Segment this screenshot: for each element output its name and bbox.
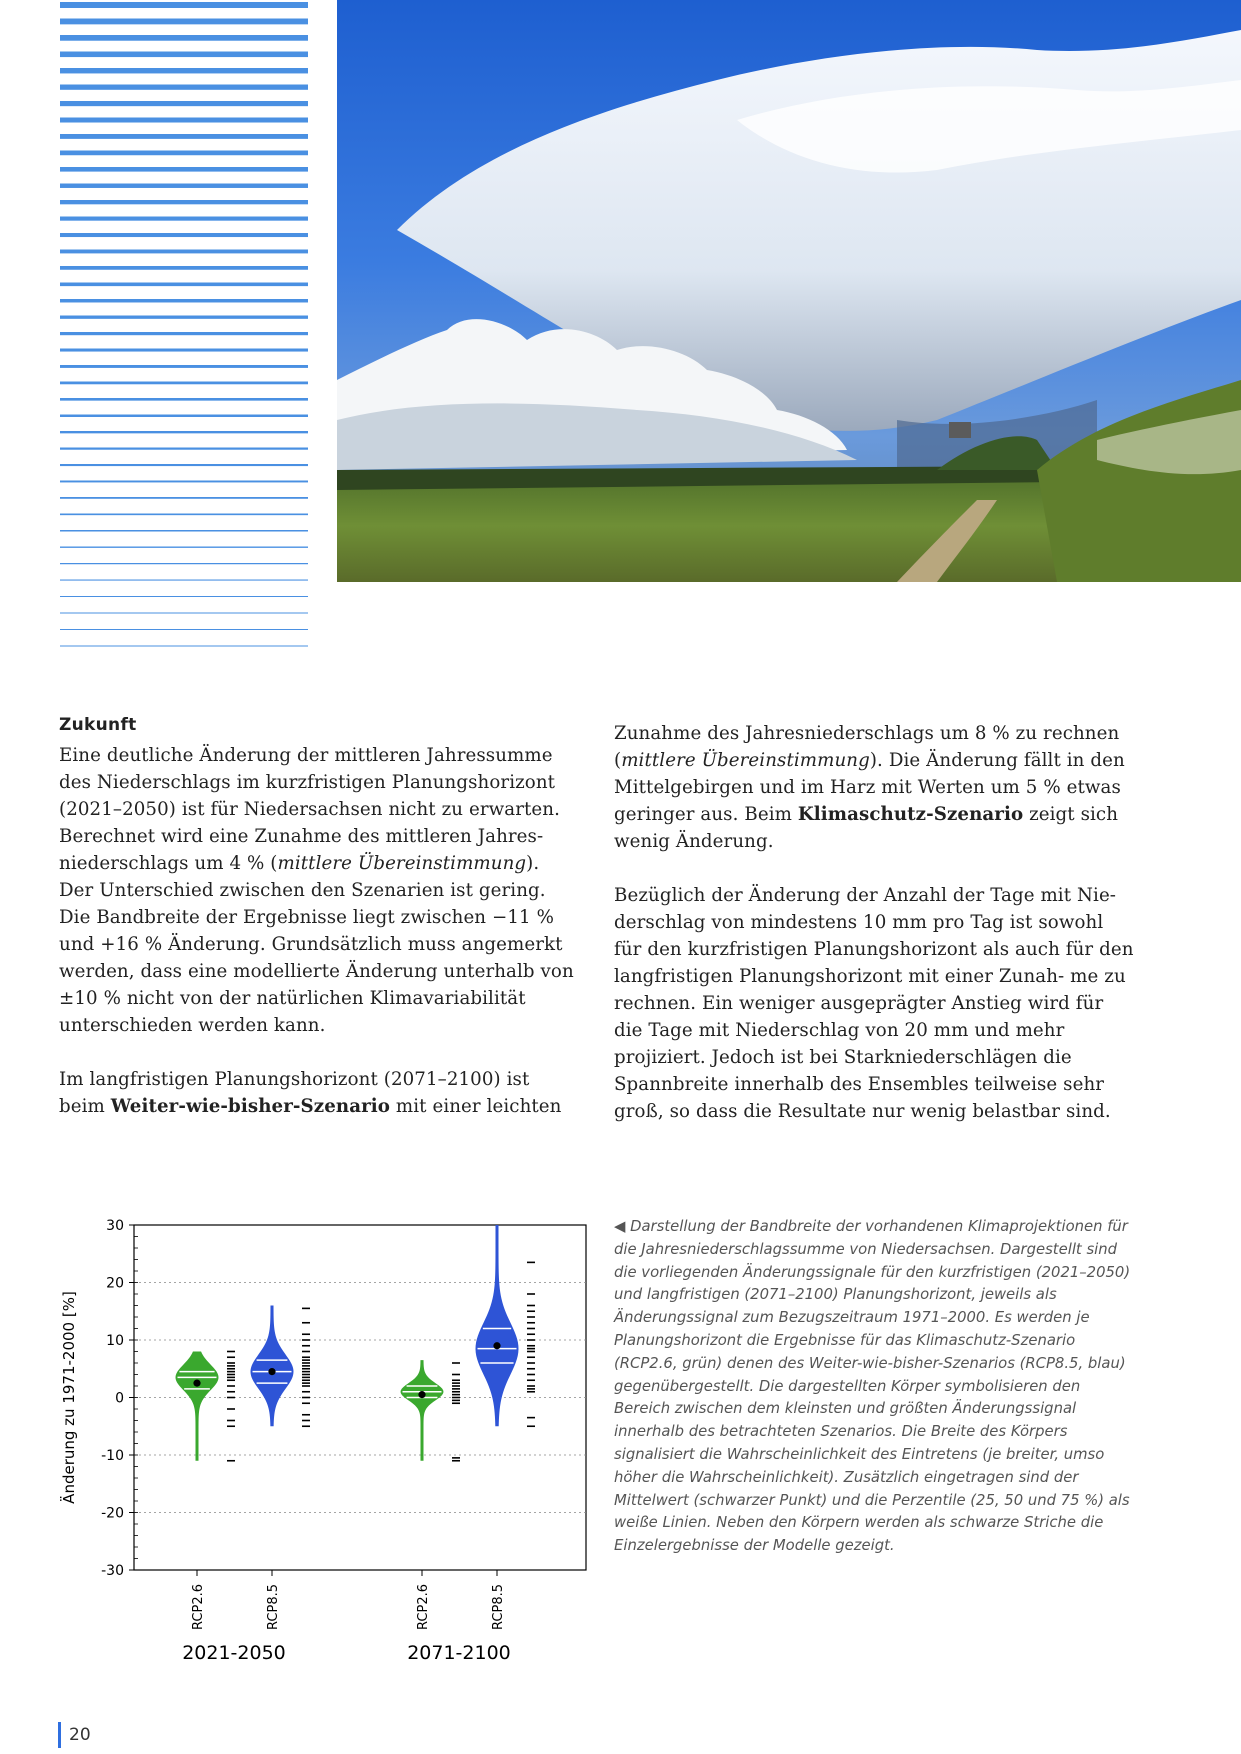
stripe-line [60, 332, 308, 335]
page-number: 20 [58, 1722, 91, 1748]
stripe-line [60, 101, 308, 106]
stripe-line [60, 266, 308, 270]
stripe-line [60, 52, 308, 58]
decorative-stripes [60, 0, 308, 668]
stripe-line [60, 316, 308, 319]
text-run: mit einer leichten [390, 1096, 562, 1117]
stripe-line [60, 233, 308, 237]
text-run: Zunahme des Jahresniederschlags um 8 % zu rechnen ( [614, 723, 1120, 771]
stripe-line [60, 398, 308, 401]
y-tick-label: 20 [106, 1275, 124, 1292]
paragraph: Bezüglich der Änderung der Anzahl der Tage mit Nie- derschlag von mindestens 10 mm pro Tag ist sowohl für den kurzfristigen Planungshorizont als auch für den langfristigen Planungshorizont mit einer Zunah- me zu rechnen. Ein weniger ausgeprägter Anstieg wird für die Tage mit Niederschlag von 20 mm und mehr projiziert. Jedoch ist bei Starkniederschlägen die Spannbreite innerhalb des Ensembles teilweise sehr groß, so dass die Resultate nur wenig belastbar sind. [614, 885, 1134, 1122]
stripe-line [60, 167, 308, 172]
stripe-line [60, 481, 308, 483]
emphasis: mittlere Übereinstimmung [277, 853, 527, 874]
y-tick-label: 30 [106, 1218, 124, 1234]
stripe-line [60, 563, 308, 564]
paragraph [614, 720, 1134, 855]
stripe-line [60, 2, 308, 8]
paragraph [59, 1066, 579, 1120]
y-tick-label: 0 [115, 1390, 124, 1407]
figure-caption: ◀ Darstellung der Bandbreite der vorhandenen Klimaprojektionen für die Jahresniederschlagssumme von Niedersachsen. Dargestellt sind die vorliegenden Änderungssignale für den kurzfristigen (2021–2050) und langfristigen (2071–2100) Planungshorizont, jeweils als Änderungssignal zum Bezugszeitraum 1971–2000. Es werden je Planungshorizont die Ergebnisse für das Klimaschutz-Szenario (RCP2.6, grün) denen des Weiter-wie-bisher-Szenarios (RCP8.5, blau) gegenübergestellt. Die dargestellten Körper symbolisieren den Bereich zwischen dem kleinsten und größten Änderungssignal innerhalb des betrachteten Szenarios. Die Breite des Körpers signalisiert die Wahrscheinlichkeit des Eintretens (je breiter, umso höher die Wahrscheinlichkeit). Zusätzlich eingetragen sind der Mittelwert (schwarzer Punkt) und die Perzentile (25, 50 und 75 %) als weiße Linien. Neben den Körpern werden als schwarze Striche die Einzelergebnisse der Modelle gezeigt. [614, 1218, 1131, 1555]
precipitation-violin-chart [52, 1200, 592, 1680]
stripe-line [60, 200, 308, 204]
scenario-label: RCP2.6 [416, 1584, 431, 1630]
emphasis: mittlere Übereinstimmung [621, 750, 870, 771]
stripe-line [60, 415, 308, 418]
stripe-line [60, 217, 308, 221]
mean-point [418, 1391, 425, 1398]
scenario-label: RCP8.5 [491, 1584, 506, 1630]
text-run: Eine deutliche Änderung der mittleren Jahressumme des Niederschlags im kurzfristigen Planungshorizont (2021–2050) ist für Niedersachsen nicht zu erwarten. Berechnet wird eine Zunahme des mittleren Jahres- niederschlags um 4 % ( [59, 745, 560, 874]
stripe-line [60, 349, 308, 352]
text-run: Im langfristigen Planungshorizont (2071–2100) ist beim [59, 1069, 530, 1117]
text-run: ). Die Änderung fällt in den Mittelgebirgen und im Harz mit Werten um 5 % etwas geringer aus. Beim [614, 750, 1125, 825]
stripe-line [60, 184, 308, 188]
y-tick-label: -30 [101, 1563, 124, 1579]
text-column-right [614, 720, 1134, 1152]
stripe-line [60, 497, 308, 499]
stripe-line [60, 134, 308, 139]
stripe-line [60, 629, 308, 630]
text-run: ). Der Unterschied zwischen den Szenarien ist gering. Die Bandbreite der Ergebnisse liegt zwischen −11 % und +16 % Änderung. Grundsätzlich muss angemerkt werden, dass eine modellierte Änderung unterhalb von ±10 % nicht von der natürlichen Klimavariabilität unterschieden werden kann. [59, 853, 574, 1036]
period-label: 2021-2050 [182, 1642, 286, 1664]
stripe-line [60, 250, 308, 254]
mean-point [493, 1342, 500, 1349]
stripe-line [60, 530, 308, 532]
y-tick-label: 10 [106, 1333, 124, 1349]
stripe-line [60, 514, 308, 516]
y-tick-label: -20 [101, 1505, 124, 1522]
thunderstorm-landscape-photo [337, 0, 1241, 582]
stripe-line [60, 35, 308, 41]
stripe-line [60, 151, 308, 156]
stripe-line [60, 547, 308, 548]
stripe-line [60, 68, 308, 73]
stripe-line [60, 299, 308, 302]
stripe-line [60, 464, 308, 466]
stripe-line [60, 580, 308, 581]
y-axis-label: Änderung zu 1971-2000 [%] [60, 1291, 78, 1504]
bold-term: Klimaschutz-Szenario [797, 804, 1024, 825]
mean-point [268, 1368, 275, 1375]
stripe-line [60, 431, 308, 433]
y-tick-label: -10 [101, 1448, 124, 1464]
stripe-line [60, 382, 308, 385]
stripe-line [60, 85, 308, 90]
text-column-left [59, 712, 579, 1147]
scenario-label: RCP2.6 [191, 1584, 206, 1630]
stripe-line [60, 448, 308, 450]
stripe-line [60, 613, 308, 614]
section-heading: Zukunft [59, 715, 137, 735]
stripe-line [60, 365, 308, 368]
stripe-line [60, 283, 308, 287]
stripe-line [60, 118, 308, 123]
text-run: zeigt sich wenig Änderung. [614, 804, 1119, 852]
paragraph [59, 742, 579, 1039]
period-label: 2071-2100 [407, 1642, 511, 1664]
mean-point [193, 1380, 200, 1387]
stripe-line [60, 646, 308, 647]
stripe-line [60, 596, 308, 597]
stripe-line [60, 19, 308, 25]
scenario-label: RCP8.5 [266, 1584, 281, 1630]
bold-term: Weiter-wie-bisher-Szenario [110, 1096, 391, 1117]
